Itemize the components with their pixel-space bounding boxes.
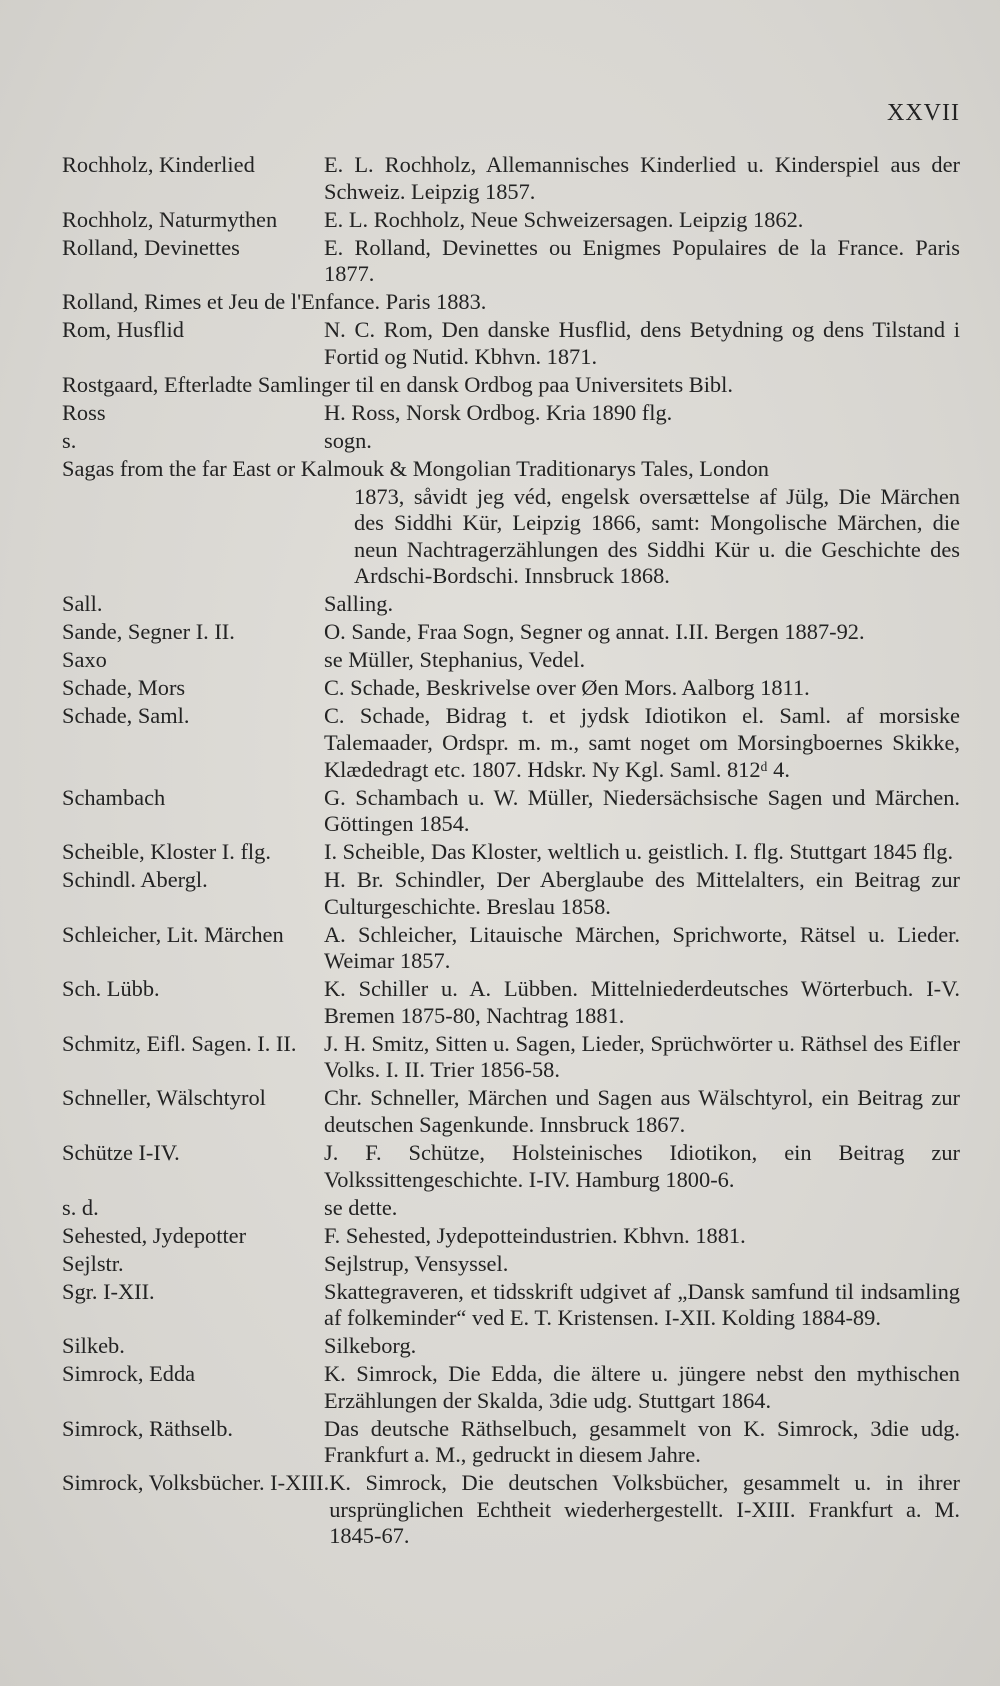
entry-description: G. Schambach u. W. Müller, Niedersächsische Sagen und Märchen. Göttingen 1854. <box>324 784 960 837</box>
bibliography-entry <box>62 1223 960 1250</box>
entry-abbreviation: Ross <box>62 399 106 425</box>
entry-description: J. H. Smitz, Sitten u. Sagen, Lieder, Sprüchwörter u. Räthsel des Eifler Volks. I. II. Trier 1856-58. <box>324 1030 960 1083</box>
entry-description: H. Br. Schindler, Der Aberglaube des Mittelalters, ein Beitrag zur Culturgeschichte. Breslau 1858. <box>324 867 960 919</box>
entry-abbreviation: Sall. <box>62 591 103 617</box>
bibliography-entry <box>62 785 960 838</box>
entry-abbreviation: Rolland, Devinettes <box>62 234 240 260</box>
entry-abbreviation: Simrock, Volksbücher. I-XIII. <box>62 1470 330 1496</box>
bibliography-entry <box>62 235 960 288</box>
bibliography-entry <box>62 922 960 975</box>
bibliography-entry <box>62 703 960 783</box>
entry-description: sogn. <box>324 427 372 453</box>
entry-abbreviation: Sagas from the far East or Kalmouk & Mongolian Traditionarys Tales, London <box>62 455 769 481</box>
entry-description: E. L. Rochholz, Allemannisches Kinderlied u. Kinderspiel aus der Schweiz. Leipzig 1857. <box>324 152 960 204</box>
entry-abbreviation: Schade, Mors <box>62 675 186 701</box>
entry-description: C. Schade, Beskrivelse over Øen Mors. Aalborg 1811. <box>324 675 810 701</box>
entry-description: K. Simrock, Die deutschen Volksbücher, gesammelt u. in ihrer ursprünglichen Echtheit wiederhergestellt. I-XIII. Frankfurt a. M. 1845-67. <box>329 1470 960 1549</box>
entry-description: se Müller, Stephanius, Vedel. <box>324 647 586 673</box>
bibliography-entry <box>62 428 960 455</box>
entry-description: O. Sande, Fraa Sogn, Segner og annat. I.II. Bergen 1887-92. <box>324 619 865 645</box>
bibliography-entry <box>62 867 960 920</box>
entry-description: E. L. Rochholz, Neue Schweizersagen. Leipzig 1862. <box>324 206 804 232</box>
bibliography-entry <box>62 1140 960 1193</box>
entry-description: H. Ross, Norsk Ordbog. Kria 1890 flg. <box>324 399 673 425</box>
bibliography-list <box>62 152 960 1550</box>
bibliography-entry <box>62 647 960 674</box>
bibliography-entry <box>62 675 960 702</box>
entry-abbreviation: Scheible, Kloster I. flg. <box>62 839 271 865</box>
entry-description: A. Schleicher, Litauische Märchen, Sprichworte, Rätsel u. Lieder. Weimar 1857. <box>324 921 960 974</box>
entry-description: Salling. <box>324 591 394 617</box>
entry-description: I. Scheible, Das Kloster, weltlich u. geistlich. I. flg. Stuttgart 1845 flg. <box>324 839 954 865</box>
entry-abbreviation: Schambach <box>62 784 166 810</box>
entry-abbreviation: Saxo <box>62 647 107 673</box>
bibliography-entry <box>62 400 960 427</box>
entry-abbreviation: Rochholz, Kinderlied <box>62 152 255 177</box>
entry-description: Skattegraveren, et tidsskrift udgivet af „Dansk samfund til indsamling af folkeminder“ ved E. T. Kristensen. I-XII. Kolding 1884-89. <box>324 1278 960 1331</box>
bibliography-entry: Rolland, Rimes et Jeu de l'Enfance. Paris 1883. <box>62 289 487 315</box>
bibliography-entry <box>62 619 960 646</box>
entry-abbreviation: s. d. <box>62 1194 99 1220</box>
entry-description: F. Sehested, Jydepotteindustrien. Kbhvn. 1881. <box>324 1222 746 1248</box>
bibliography-entry <box>62 1361 960 1414</box>
bibliography-entry <box>62 591 960 618</box>
bibliography-entry <box>62 976 960 1029</box>
bibliography-entry <box>62 1279 960 1332</box>
entry-abbreviation: Rochholz, Naturmythen <box>62 206 278 232</box>
entry-abbreviation: Schneller, Wälschtyrol <box>62 1085 266 1111</box>
entry-abbreviation: Schade, Saml. <box>62 703 190 729</box>
entry-abbreviation: Rom, Husflid <box>62 317 184 343</box>
entry-abbreviation: Schmitz, Eifl. Sagen. I. II. <box>62 1030 297 1056</box>
bibliography-entry <box>62 1085 960 1138</box>
bibliography-entry <box>62 1251 960 1278</box>
page-number: XXVII <box>887 100 960 126</box>
entry-description: Das deutsche Räthselbuch, gesammelt von K. Simrock, 3die udg. Frankfurt a. M., gedruckt in diesem Jahre. <box>324 1415 960 1468</box>
entry-description: N. C. Rom, Den danske Husflid, dens Betydning og dens Tilstand i Fortid og Nutid. Kbhvn. 1871. <box>324 317 960 369</box>
entry-abbreviation: Simrock, Edda <box>62 1361 196 1387</box>
bibliography-entry <box>62 152 960 205</box>
entry-description: 1873, såvidt jeg véd, engelsk oversættelse af Jülg, Die Märchen des Siddhi Kür, Leipzig 1866, samt: Mongolische Märchen, die neun Nachtragerzählungen des Siddhi Kür u. die Geschichte des Ardschi-Bordschi. Innsbruck 1868. <box>354 483 960 589</box>
entry-abbreviation: Sch. Lübb. <box>62 976 160 1002</box>
entry-description: J. F. Schütze, Holsteinisches Idiotikon, ein Beitrag zur Volkssittengeschichte. I-IV. Hamburg 1800-6. <box>324 1139 960 1192</box>
entry-abbreviation: Simrock, Räthselb. <box>62 1415 234 1441</box>
entry-abbreviation: s. <box>62 427 77 453</box>
entry-description: Sejlstrup, Vensyssel. <box>324 1250 509 1276</box>
bibliography-entry <box>62 1416 960 1469</box>
entry-abbreviation: Schütze I-IV. <box>62 1139 180 1165</box>
entry-abbreviation: Schleicher, Lit. Märchen <box>62 921 284 947</box>
entry-description: K. Simrock, Die Edda, die ältere u. jüngere nebst den mythischen Erzählungen der Skalda, 3die udg. Stuttgart 1864. <box>324 1361 960 1413</box>
entry-abbreviation: Sehested, Jydepotter <box>62 1222 247 1248</box>
bibliography-entry <box>62 1333 960 1360</box>
entry-abbreviation: Sejlstr. <box>62 1250 124 1276</box>
bibliography-entry <box>62 207 960 234</box>
bibliography-entry <box>62 1195 960 1222</box>
entry-abbreviation: Silkeb. <box>62 1333 125 1359</box>
bibliography-entry <box>62 1470 960 1550</box>
entry-abbreviation: Sande, Segner I. II. <box>62 619 235 645</box>
entry-abbreviation: Schindl. Abergl. <box>62 867 208 893</box>
entry-abbreviation: Sgr. I-XII. <box>62 1278 155 1304</box>
entry-description: Chr. Schneller, Märchen und Sagen aus Wälschtyrol, ein Beitrag zur deutschen Sagenkunde. Innsbruck 1867. <box>324 1085 960 1137</box>
bibliography-entry <box>62 456 960 590</box>
bibliography-entry <box>62 839 960 866</box>
entry-description: C. Schade, Bidrag t. et jydsk Idiotikon el. Saml. af morsiske Talemaader, Ordspr. m. m., samt noget om Morsingboernes Skikke, Klædedragt etc. 1807. Hdskr. Ny Kgl. Saml. 812ᵈ 4. <box>324 703 960 782</box>
bibliography-entry: Rostgaard, Efterladte Samlinger til en dansk Ordbog paa Universitets Bibl. <box>62 371 733 397</box>
entry-description: K. Schiller u. A. Lübben. Mittelniederdeutsches Wörterbuch. I-V. Bremen 1875-80, Nachtrag 1881. <box>324 976 960 1028</box>
entry-description: se dette. <box>324 1194 398 1220</box>
entry-description: Silkeborg. <box>324 1333 417 1359</box>
bibliography-entry <box>62 317 960 370</box>
entry-description: E. Rolland, Devinettes ou Enigmes Populaires de la France. Paris 1877. <box>324 234 960 287</box>
bibliography-entry <box>62 1031 960 1084</box>
